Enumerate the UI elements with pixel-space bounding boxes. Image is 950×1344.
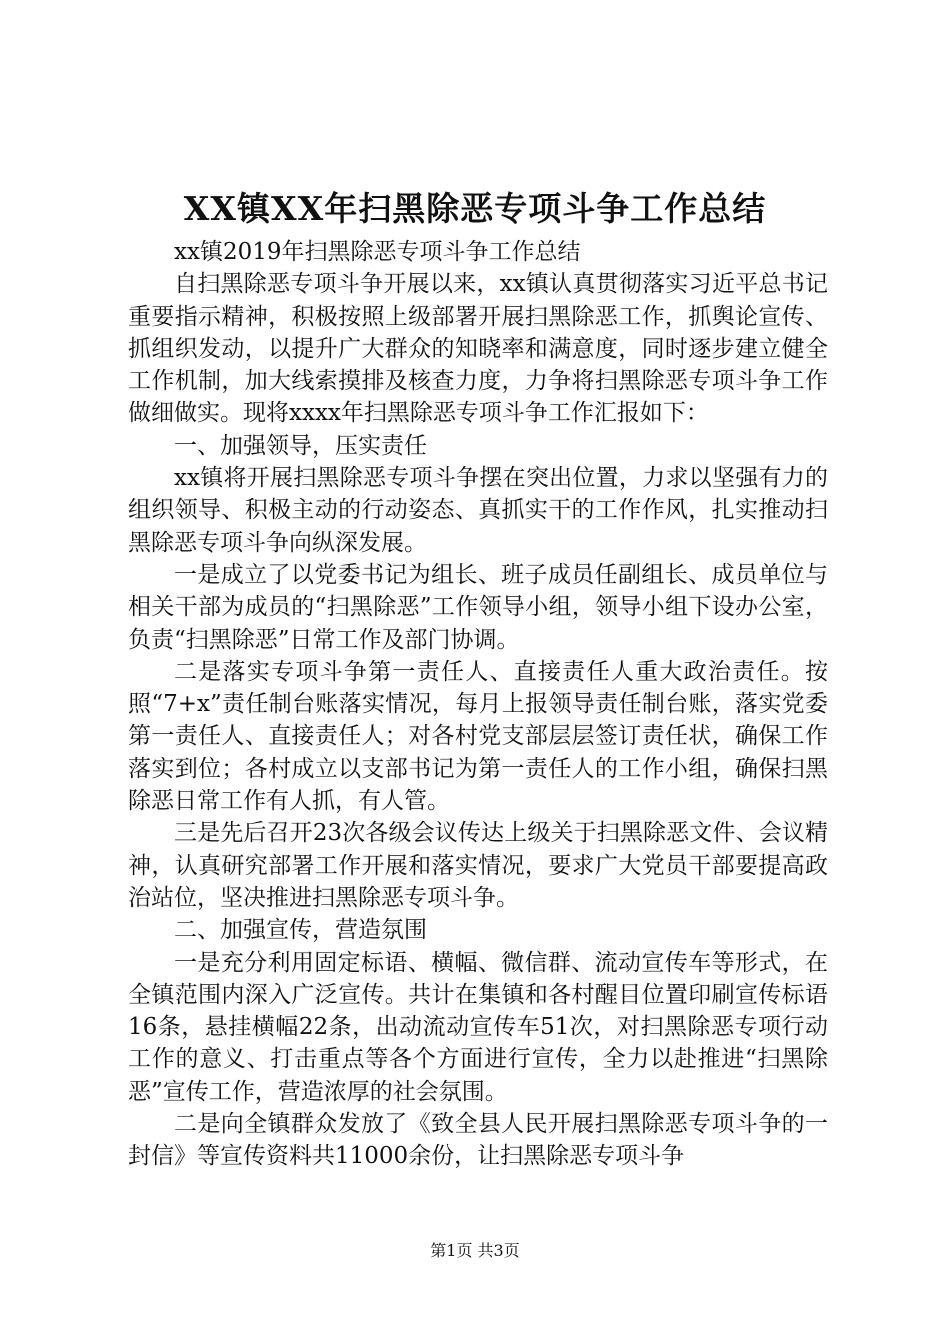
- section-heading: 二、加强宣传，营造氛围: [174, 917, 427, 944]
- paragraph: xx镇将开展扫黑除恶专项斗争摆在突出位置，力求以坚强有力的组织领导、积极主动的行动姿态、真抓实干的工作作风，扎实推动扫黑除恶专项斗争向纵深发展。: [128, 465, 828, 556]
- document-title: XX镇XX年扫黑除恶专项斗争工作总结: [183, 189, 767, 228]
- page-footer: 第1页 共3页: [430, 1241, 520, 1260]
- paragraph: 自扫黑除恶专项斗争开展以来，xx镇认真贯彻落实习近平总书记重要指示精神，积极按照上级部署开展扫黑除恶工作，抓舆论宣传、抓组织发动，以提升广大群众的知晓率和满意度，同时逐步建立健全工作机制，加大线索摸排及核查力度，力争将扫黑除恶专项斗争工作做细做实。现将xxxx年扫黑除恶专项斗争工作汇报如下：: [128, 271, 828, 427]
- paragraph: 一是充分利用固定标语、横幅、微信群、流动宣传车等形式，在全镇范围内深入广泛宣传。共计在集镇和各村醒目位置印刷宣传标语16条，悬挂横幅22条，出动流动宣传车51次，对扫黑除恶专项行动工作的意义、打击重点等各个方面进行宣传，全力以赴推进“扫黑除恶”宣传工作，营造浓厚的社会氛围。: [128, 949, 828, 1105]
- document-body: [128, 236, 828, 1173]
- paragraph-subtitle: xx镇2019年扫黑除恶专项斗争工作总结: [174, 239, 581, 265]
- paragraph: 三是先后召开23次各级会议传达上级关于扫黑除恶文件、会议精神，认真研究部署工作开展和落实情况，要求广大党员干部要提高政治站位，坚决推进扫黑除恶专项斗争。: [128, 820, 828, 911]
- paragraph: 一是成立了以党委书记为组长、班子成员任副组长、成员单位与相关干部为成员的“扫黑除恶”工作领导小组，领导小组下设办公室，负责“扫黑除恶”日常工作及部门协调。: [128, 561, 828, 653]
- section-heading: 一、加强领导，压实责任: [174, 432, 427, 459]
- paragraph: 二是落实专项斗争第一责任人、直接责任人重大政治责任。按照“7+x”责任制台账落实情况，每月上报领导责任制台账，落实党委第一责任人、直接责任人；对各村党支部层层签订责任状，确保工作落实到位；各村成立以支部书记为第一责任人的工作小组，确保扫黑除恶日常工作有人抓，有人管。: [128, 658, 828, 815]
- paragraph: 二是向全镇群众发放了《致全县人民开展扫黑除恶专项斗争的一封信》等宣传资料共11000余份，让扫黑除恶专项斗争: [128, 1111, 828, 1170]
